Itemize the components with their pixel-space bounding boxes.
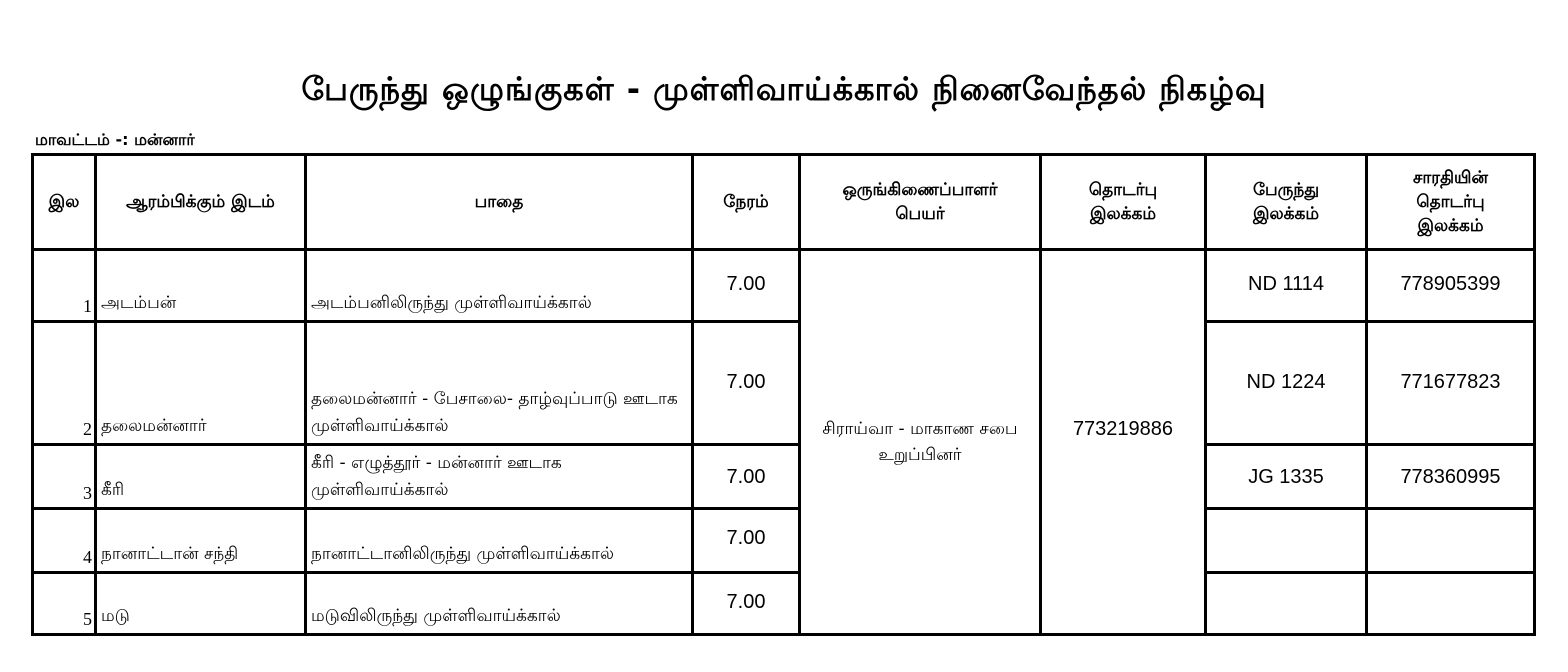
row-driver: [1367, 509, 1535, 573]
table-row: [33, 509, 1535, 573]
row-time: 7.00: [693, 250, 800, 322]
row-time: 7.00: [693, 509, 800, 573]
row-no: 1: [33, 250, 96, 322]
header-bus-number: பேருந்து இலக்கம்: [1206, 155, 1367, 250]
row-start: கீரி: [96, 445, 306, 509]
page-title: பேருந்து ஒழுங்குகள் - முள்ளிவாய்க்கால் நினைவேந்தல் நிகழ்வு: [301, 70, 1267, 108]
row-time: 7.00: [693, 322, 800, 445]
row-route: கீரி - எழுத்தூர் - மன்னார் ஊடாக முள்ளிவாய்க்கால்: [306, 445, 693, 509]
row-route: தலைமன்னார் - பேசாலை- தாழ்வுப்பாடு ஊடாக முள்ளிவாய்க்கால்: [306, 322, 693, 445]
row-route: அடம்பனிலிருந்து முள்ளிவாய்க்கால்: [306, 250, 693, 322]
row-time: 7.00: [693, 573, 800, 635]
row-start: மடு: [96, 573, 306, 635]
row-start: நானாட்டான் சந்தி: [96, 509, 306, 573]
coordinator-name: [800, 250, 1041, 635]
row-route: நானாட்டானிலிருந்து முள்ளிவாய்க்கால்: [306, 509, 693, 573]
table-row: [33, 573, 1535, 635]
header-route: பாதை: [306, 155, 693, 250]
header-no: இல: [33, 155, 96, 250]
table-header-row: [33, 155, 1535, 250]
header-start: ஆரம்பிக்கும் இடம்: [96, 155, 306, 250]
row-no: 3: [33, 445, 96, 509]
coordinator-contact-text: 773219886: [1072, 417, 1174, 440]
table-row: [33, 445, 1535, 509]
row-no: 4: [33, 509, 96, 573]
row-driver: [1367, 573, 1535, 635]
bus-schedule-table: [31, 153, 1536, 636]
header-time: நேரம்: [693, 155, 800, 250]
coordinator-name-text: சிராய்வா - மாகாண சபை உறுப்பினர்: [822, 419, 1018, 465]
row-bus: [1206, 509, 1367, 573]
row-driver: 778905399: [1367, 250, 1535, 322]
row-start: அடம்பன்: [96, 250, 306, 322]
coordinator-contact: [1041, 250, 1206, 635]
row-driver: 778360995: [1367, 445, 1535, 509]
header-driver-contact: சாரதியின் தொடர்பு இலக்கம்: [1367, 155, 1535, 250]
row-driver: 771677823: [1367, 322, 1535, 445]
row-bus: ND 1224: [1206, 322, 1367, 445]
table-row: [33, 250, 1535, 322]
header-coordinator-name: ஒருங்கிணைப்பாளர் பெயர்: [800, 155, 1041, 250]
row-bus: [1206, 573, 1367, 635]
row-no: 2: [33, 322, 96, 445]
row-bus: ND 1114: [1206, 250, 1367, 322]
row-start: தலைமன்னார்: [96, 322, 306, 445]
row-bus: JG 1335: [1206, 445, 1367, 509]
header-contact-number: தொடர்பு இலக்கம்: [1041, 155, 1206, 250]
row-time: 7.00: [693, 445, 800, 509]
district-label: மாவட்டம் -: மன்னார்: [35, 130, 195, 149]
row-no: 5: [33, 573, 96, 635]
table-row: [33, 322, 1535, 445]
row-route: மடுவிலிருந்து முள்ளிவாய்க்கால்: [306, 573, 693, 635]
